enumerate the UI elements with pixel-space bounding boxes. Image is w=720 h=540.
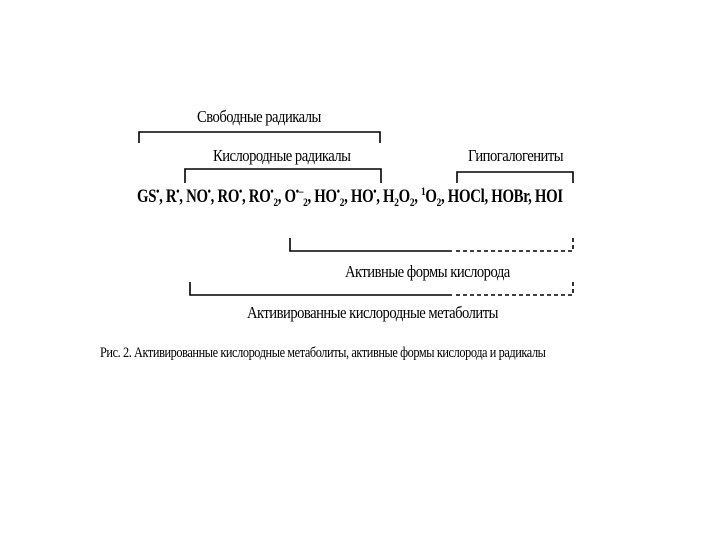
species-hydroxyl: HO• — [350, 184, 377, 207]
bracket-aom-dashed — [456, 282, 573, 295]
species-r: R• — [165, 184, 180, 207]
species-hoi: HOI — [534, 186, 563, 207]
bracket-hypohalites — [457, 172, 573, 183]
species-ro: RO• — [217, 184, 243, 207]
species-no: NO• — [186, 184, 211, 207]
bracket-aom-solid — [190, 282, 452, 295]
label-free-radicals: Свободные радикалы — [197, 107, 321, 126]
label-activated-oxygen-metabolites: Активированные кислородные метаболиты — [247, 303, 498, 322]
species-hobr: HOBr — [491, 186, 529, 207]
species-superoxide: $O^{•-}_2$ — [284, 184, 308, 209]
species-formula: GS•, R•, NO•, RO•, $RO^•_2$, $O^{•-}_2$, $HO^•_2$, HO•, $H_2O_2$, $^1O_2$, HOCl, HOBr, HOI — [137, 184, 563, 209]
bracket-free-radicals — [139, 132, 380, 143]
label-oxygen-radicals: Кислородные радикалы — [213, 146, 351, 165]
label-reactive-oxygen-species: Активные формы кислорода — [345, 262, 510, 281]
species-singlet-oxygen: $^1O_2$ — [421, 184, 442, 209]
species-gs: GS• — [137, 184, 160, 207]
species-ho2: $HO^•_2$ — [314, 184, 345, 209]
bracket-oxygen-radicals — [185, 169, 381, 183]
figure-caption: Рис. 2. Активированные кислородные метаболиты, активные формы кислорода и радикалы — [100, 345, 546, 361]
bracket-ros-solid — [290, 238, 452, 251]
species-ro2: $RO^•_2$ — [248, 184, 278, 209]
label-hypohalites: Гипогалогениты — [468, 146, 564, 165]
species-hocl: HOCl — [447, 186, 485, 207]
species-h2o2: $H_2O_2$ — [383, 186, 415, 209]
bracket-ros-dashed — [456, 238, 573, 251]
